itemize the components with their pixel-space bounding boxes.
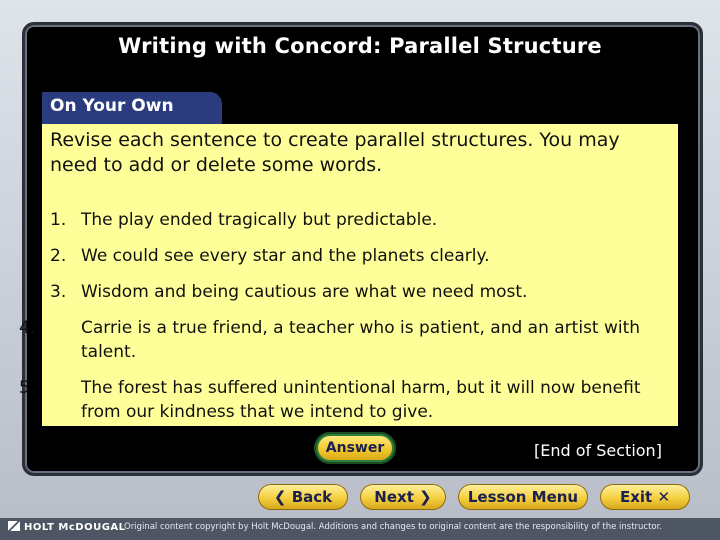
publisher-brand: HOLT McDOUGAL [8, 521, 126, 533]
publisher-logo-icon [8, 521, 20, 531]
next-button[interactable] [360, 484, 446, 510]
answer-button-label: Answer [318, 436, 392, 460]
chevron-left-icon: ❮ [273, 488, 287, 506]
list-item: 5. The forest has suffered unintentional harm, but it will now benefit from our kindness that we intend to give. [19, 378, 641, 422]
next-button-label: Next [374, 488, 414, 506]
content-panel [19, 124, 678, 426]
chevron-right-icon: ❯ [419, 488, 432, 506]
back-button-label: Back [291, 488, 333, 506]
exit-button[interactable] [600, 484, 690, 510]
lesson-menu-button[interactable] [458, 484, 588, 510]
section-tab-label: On Your Own [50, 96, 174, 116]
instructions-text: Revise each sentence to create parallel structures. You may need to add or delete some words. [50, 129, 620, 176]
section-tab [42, 92, 222, 124]
list-item: 4. Carrie is a true friend, a teacher who is patient, and an artist with talent. [19, 318, 641, 362]
list-item: 3. Wisdom and being cautious are what we need most. [50, 282, 528, 302]
close-icon: ✕ [657, 488, 671, 506]
slide-title: Writing with Concord: Parallel Structure [118, 34, 602, 58]
list-item: 2. We could see every star and the planets clearly. [50, 246, 490, 266]
list-item: 1. The play ended tragically but predictable. [50, 210, 438, 230]
exit-button-label: Exit [619, 488, 653, 506]
end-of-section-link[interactable]: [End of Section] [534, 441, 662, 460]
back-button[interactable] [258, 484, 348, 510]
answer-button[interactable] [314, 432, 396, 464]
copyright-notice: Original content copyright by Holt McDougal. Additions and changes to original content are the responsibility of the instructor. [124, 522, 663, 532]
footer-bar [0, 518, 720, 540]
lesson-menu-label: Lesson Menu [467, 488, 579, 506]
